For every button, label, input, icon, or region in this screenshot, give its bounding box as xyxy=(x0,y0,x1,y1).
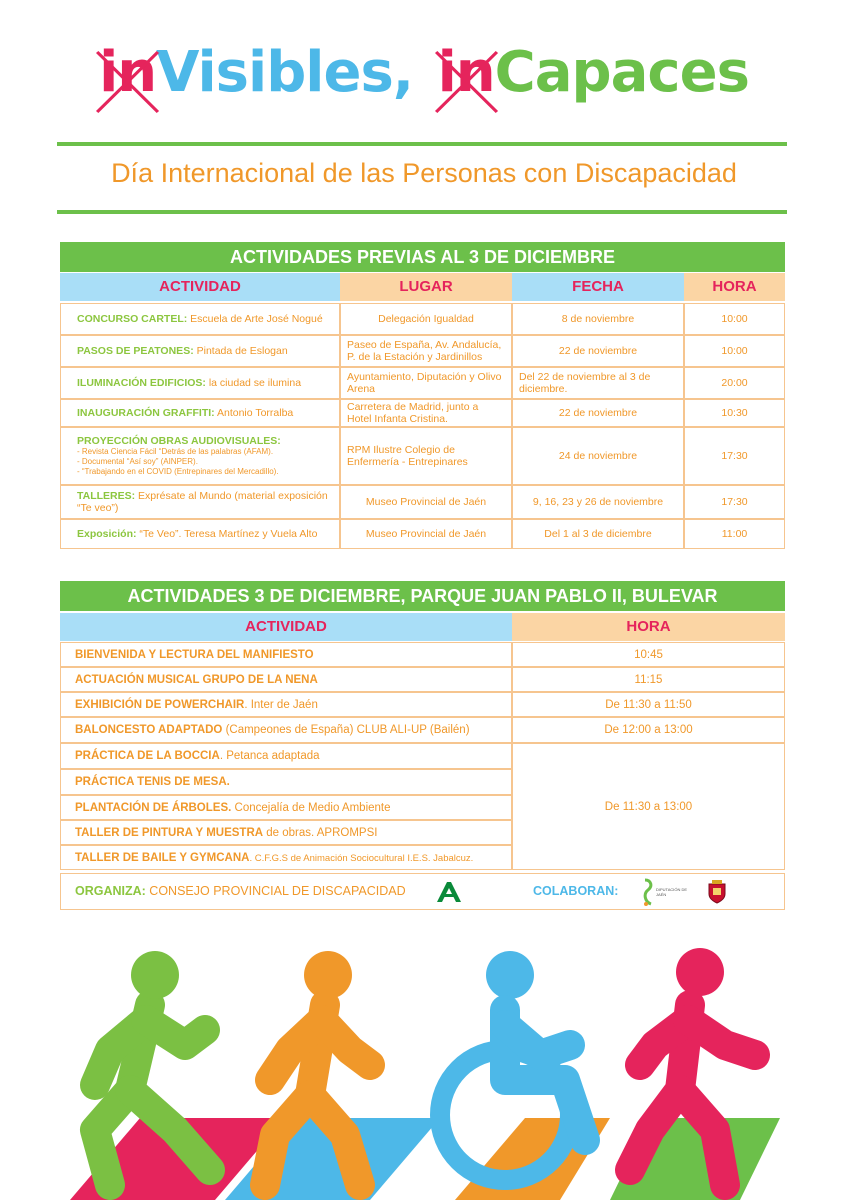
table-row-hora: 10:00 xyxy=(684,303,785,335)
diputacion-emblem-icon xyxy=(641,878,655,906)
table-row-hora: De 12:00 a 13:00 xyxy=(512,717,785,743)
colaboran-label: COLABORAN: xyxy=(533,884,619,898)
subtitle: Día Internacional de las Personas con Discapacidad xyxy=(111,158,737,188)
table-row-fecha: 24 de noviembre xyxy=(512,427,684,485)
table1-header-lugar: LUGAR xyxy=(340,273,512,301)
title-crossed-in-1: in xyxy=(99,40,156,105)
table-row-actividad: Exposición: “Te Veo”. Teresa Martínez y Vuela Alto xyxy=(60,519,340,549)
table-row: BIENVENIDA Y LECTURA DEL MANIFIESTO xyxy=(60,642,512,667)
table-row-hora: 17:30 xyxy=(684,427,785,485)
walking-figures-illustration xyxy=(0,930,848,1200)
table-row-hora: 11:00 xyxy=(684,519,785,549)
table-row: TALLER DE BAILE Y GYMCANA. C.F.G.S de Animación Sociocultural I.E.S. Jabalcuz. xyxy=(60,845,512,870)
cross-out-icon xyxy=(95,50,160,114)
diputacion-jaen-logo: DIPUTACIÓN DE JAÉN xyxy=(641,878,687,906)
table2-banner: ACTIVIDADES 3 DE DICIEMBRE, PARQUE JUAN PABLO II, BULEVAR xyxy=(60,581,785,611)
table-row-fecha: Del 1 al 3 de diciembre xyxy=(512,519,684,549)
table-row: ACTUACIÓN MUSICAL GRUPO DE LA NENA xyxy=(60,667,512,692)
orange-walker-head xyxy=(304,951,352,999)
table-row-actividad: TALLERES: Exprésate al Mundo (material exposición “Te veo”) xyxy=(60,485,340,519)
table-row: BALONCESTO ADAPTADO (Campeones de España) CLUB ALI-UP (Bailén) xyxy=(60,717,512,743)
table-row-fecha: 9, 16, 23 y 26 de noviembre xyxy=(512,485,684,519)
table-row-actividad: PROYECCIÓN OBRAS AUDIOVISUALES: - Revista Ciencia Fácil “Detrás de las palabras (AFAM). - Documental “Así soy” (AINPER). - “Trabajando en el COVID (Entrepinares del Mercadillo). xyxy=(60,427,340,485)
table-row-hora: 10:30 xyxy=(684,399,785,427)
table-row: TALLER DE PINTURA Y MUESTRA de obras. APROMPSI xyxy=(60,820,512,845)
table-row-lugar: Museo Provincial de Jaén xyxy=(340,485,512,519)
table-row-fecha: 8 de noviembre xyxy=(512,303,684,335)
table2-header-actividad: ACTIVIDAD xyxy=(60,613,512,641)
table-row-hora: 17:30 xyxy=(684,485,785,519)
table-row-fecha: 22 de noviembre xyxy=(512,399,684,427)
poster-title xyxy=(0,40,848,130)
divider-bottom xyxy=(57,210,787,214)
footer-box xyxy=(60,873,785,910)
table-row: PRÁCTICA DE LA BOCCIA. Petanca adaptada xyxy=(60,743,512,769)
title-crossed-in-2: in xyxy=(438,40,495,105)
junta-andalucia-logo xyxy=(435,880,463,904)
table-row-hora: 10:00 xyxy=(684,335,785,367)
table-row-actividad: INAUGURACIÓN GRAFFITI: Antonio Torralba xyxy=(60,399,340,427)
table-row-hora: 10:45 xyxy=(512,642,785,667)
title-visibles: Visibles, xyxy=(156,40,414,105)
table-row-hora: 20:00 xyxy=(684,367,785,399)
table-row-hora: 11:15 xyxy=(512,667,785,692)
table-row-hora-merged: De 11:30 a 13:00 xyxy=(512,743,785,870)
table-row: EXHIBICIÓN DE POWERCHAIR. Inter de Jaén xyxy=(60,692,512,717)
green-walker-head xyxy=(131,951,179,999)
table-row-actividad: PASOS DE PEATONES: Pintada de Eslogan xyxy=(60,335,340,367)
table1-banner: ACTIVIDADES PREVIAS AL 3 DE DICIEMBRE xyxy=(60,242,785,272)
table-row-actividad: CONCURSO CARTEL: Escuela de Arte José Nogué xyxy=(60,303,340,335)
table-row: PLANTACIÓN DE ÁRBOLES. Concejalía de Medio Ambiente xyxy=(60,795,512,820)
table-row-lugar: RPM Ilustre Colegio de Enfermería - Entrepinares xyxy=(340,427,512,485)
table-row-fecha: Del 22 de noviembre al 3 de diciembre. xyxy=(512,367,684,399)
table1-header-hora: HORA xyxy=(684,273,785,301)
table1-header-fecha: FECHA xyxy=(512,273,684,301)
table-row-lugar: Delegación Igualdad xyxy=(340,303,512,335)
magenta-walker-head xyxy=(676,948,724,996)
table-row-fecha: 22 de noviembre xyxy=(512,335,684,367)
cross-out-icon xyxy=(434,50,499,114)
table-row-hora: De 11:30 a 11:50 xyxy=(512,692,785,717)
table-row-lugar: Paseo de España, Av. Andalucía, P. de la Estación y Jardinillos xyxy=(340,335,512,367)
divider-top xyxy=(57,142,787,146)
table2-header-hora: HORA xyxy=(512,613,785,641)
table-row-lugar: Ayuntamiento, Diputación y Olivo Arena xyxy=(340,367,512,399)
table-row: PRÁCTICA TENIS DE MESA. xyxy=(60,769,512,795)
jaen-city-crest-icon xyxy=(707,880,727,904)
table-row-actividad: ILUMINACIÓN EDIFICIOS: la ciudad se ilumina xyxy=(60,367,340,399)
organiza-text: ORGANIZA: CONSEJO PROVINCIAL DE DISCAPACIDAD xyxy=(75,884,406,898)
title-capaces: Capaces xyxy=(494,40,749,105)
table-row-lugar: Museo Provincial de Jaén xyxy=(340,519,512,549)
table1-header-actividad: ACTIVIDAD xyxy=(60,273,340,301)
table-row-lugar: Carretera de Madrid, junto a Hotel Infanta Cristina. xyxy=(340,399,512,427)
